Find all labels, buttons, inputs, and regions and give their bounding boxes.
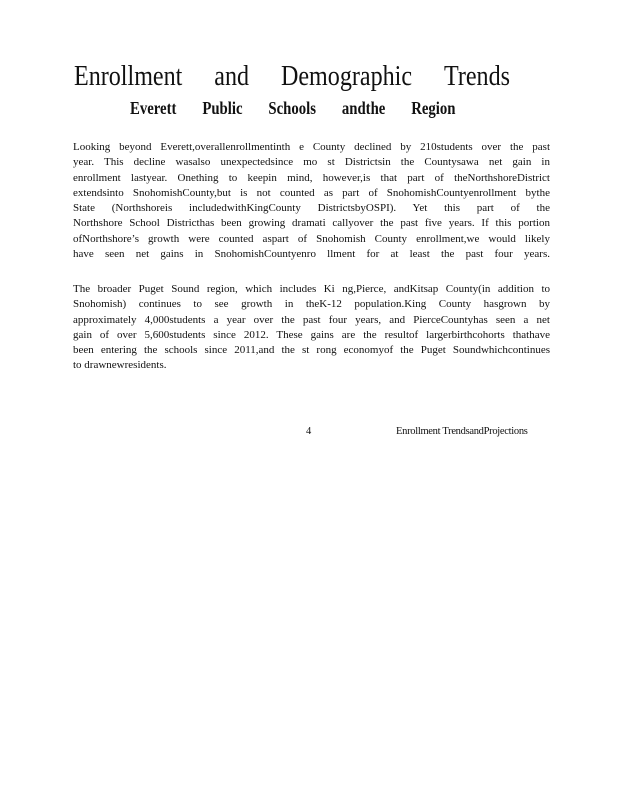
text-line: year. This decline wasalso unexpectedsince mo st Districtsin the Countysawa net gain in: [73, 156, 550, 169]
text-line: been entering the schools since 2011,and the st rong economyof the Puget Soundwhichcontinues: [73, 344, 550, 357]
text-line: extendsinto SnohomishCounty,but is not counted as part of SnohomishCountyenrollment bythe: [73, 186, 550, 199]
page-subtitle: [130, 96, 456, 120]
title-word: Demographic: [280, 61, 413, 92]
title-words: [74, 60, 510, 94]
text-line: Snohomish) continues to see growth in theK-12 population.King County hasgrown by: [73, 298, 550, 311]
subtitle-word: Everett: [130, 98, 177, 118]
title-word: Trends: [443, 61, 510, 92]
text-line: gain of over 5,600students since 2012. These gains are the resultof largerbirthcohorts thathave: [73, 328, 550, 341]
subtitle-word: Schools: [268, 98, 316, 118]
text-line: approximately 4,000students a year over the past four years, and PierceCountyhas seen a net: [73, 313, 550, 326]
paragraph-puget-sound-region: [73, 282, 550, 374]
subtitle-words: [130, 96, 456, 120]
page-title: [74, 60, 510, 94]
page-number: 4: [306, 426, 312, 437]
subtitle-word: andthe: [341, 98, 386, 118]
running-footer-title: Enrollment TrendsandProjections: [396, 426, 528, 437]
paragraph-county-enrollment: [73, 140, 550, 262]
subtitle-word: Public: [202, 98, 243, 118]
title-word: Enrollment: [74, 61, 183, 92]
text-line: State (Northshoreis includedwithKingCounty DistrictsbyOSPI). Yet this part of the: [73, 202, 550, 215]
text-line: Northshore School Districthas been growing dramati callyover the past five years. If this portion: [73, 217, 550, 230]
subtitle-word: Region: [411, 98, 456, 118]
text-line: The broader Puget Sound region, which includes Ki ng,Pierce, andKitsap County(in addition to: [73, 283, 550, 295]
text-line: have seen net gains in SnohomishCountyenro llment for at least the past four years.: [73, 248, 550, 261]
text-line: to drawnewresidents.: [73, 359, 167, 372]
text-line: enrollment lastyear. Onething to keepin mind, however,is that part of theNorthshoreDistrict: [73, 171, 550, 184]
text-line: ofNorthshore’s growth were counted aspart of Snohomish County enrollment,we would likely: [73, 232, 550, 245]
title-word: and: [214, 61, 250, 92]
text-line: Looking beyond Everett,overallenrollmentinth e County declined by 210students over the past: [73, 141, 550, 153]
